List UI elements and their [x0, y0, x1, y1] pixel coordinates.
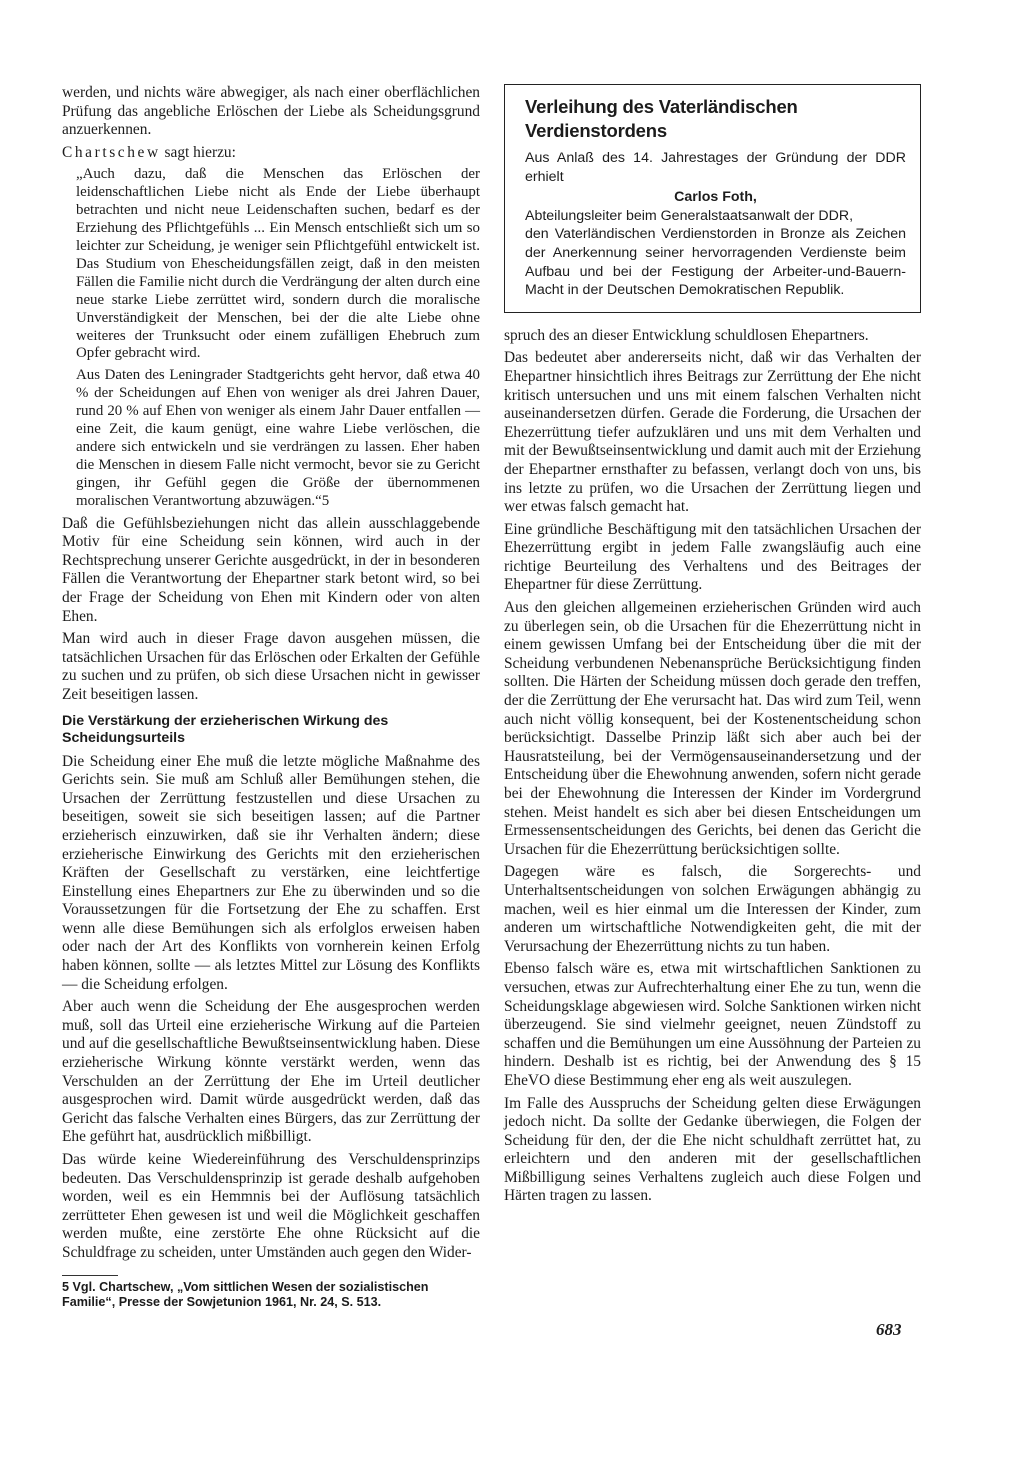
- award-recipient-position: Abteilungsleiter beim Generalstaatsanwalt der DDR,: [525, 207, 854, 224]
- page-number: 683: [876, 1320, 902, 1339]
- award-recipient-name: Carlos Foth,: [674, 189, 757, 206]
- paragraph: Ebenso falsch wäre es, etwa mit wirtschaftlichen Sanktionen zu versuchen, etwas zur Aufrechterhaltung einer Ehe zu tun, wenn die Scheidungsklage abgewiesen wird. Solche Sanktionen wirken nicht überzeugend. Sie sind vielmehr geeignet, neuen Zündstoff zu schaffen und die Bemühungen um eine Aussöhnung der Parteien zu hindern. Deshalb ist es richtig, bei der Anwendung des § 15 EheVO diese Bestimmung eher eng als weit auszulegen.: [504, 960, 921, 1089]
- paragraph: Das würde keine Wiedereinführung des Verschuldensprinzips bedeuten. Das Verschuldensprinzip ist gerade deshalb aufgehoben worden, weil es ein Hemmnis bei der Auflösung tatsächlich zerrütteter Ehen gewesen ist und weil die Möglichkeit geschaffen werden mußte, eine zerstörte Ehe ohne Rücksicht auf die Schuldfrage zu scheiden, unter Umständen auch gegen den Wider-: [62, 1151, 480, 1261]
- paragraph: werden, und nichts wäre abwegiger, als nach einer oberflächlichen Prüfung das angebliche Erlöschen der Liebe als Scheidungsgrund anzuerkennen.: [62, 84, 480, 139]
- paragraph: Dagegen wäre es falsch, die Sorgerechts- und Unterhaltsentscheidungen von solchen Erwägungen abhängig zu machen, weil es hier einmal um die Interessen der Kinder, zum anderen um wirtschaftliche Notwendigkeiten geht, die mit der Verursachung der Ehezerrüttung nichts zu tun haben.: [504, 863, 921, 955]
- paragraph: Die Scheidung einer Ehe muß die letzte mögliche Maßnahme des Gerichts sein. Sie muß am Schluß aller Bemühungen stehen, die Ursachen der Zerrüttung festzustellen und diese Ursachen zu beseitigen, soweit sie sich beseitigen lassen; auf die Partner erzieherisch einzuwirken, daß sie ihr Verhalten ändern; diese erzieherische Einwirkung des Gerichts mit den erzieherischen Kräften der Gesellschaft zu verstärken, eine leichtfertige Einstellung eines Ehepartners zur Ehe zu überwinden und so die Voraussetzungen für die Fortsetzung der Ehe zu schaffen. Erst wenn alle diese Bemühungen sich als erfolglos erweisen haben oder nach der Art des Konflikts von vornherein keinen Erfolg haben können, sollte — als letztes Mittel zur Lösung des Konflikts — die Scheidung erfolgen.: [62, 752, 480, 993]
- block-quote: „Auch dazu, daß die Menschen das Erlöschen der leidenschaftlichen Liebe nicht als Ende der Liebe überhaupt betrachten und nicht neue Leidenschaften suchen, bedarf es der Erziehung des Pflichtgefühls ... Ein Mensch entschließt sich um so leichter zur Scheidung, je weniger sein Pflichtgefühl entwickelt ist. Das Studium von Ehescheidungsfällen zeigt, daß in den meisten Fällen die Familie nicht durch die Verdrängung der alten durch eine neue starke Liebe zerrüttet wird, sondern durch die moralische Unverständigkeit der Menschen, bei der die alte Liebe ohne weiteres der Trunksucht oder einem zufälligen Ehebruch zum Opfer gebracht wird.: [76, 166, 480, 362]
- right-column: [504, 84, 921, 1210]
- paragraph: Das bedeutet aber andererseits nicht, daß wir das Verhalten der Ehepartner hinsichtlich ihres Beitrags zur Zerrüttung der Ehe nicht kritisch untersuchen und uns mit einem falschen Verhalten nicht auseinandersetzen dürfen. Gerade die Forderung, die Ursachen der Ehezerrüttung tiefer aufzuklären und uns mit dem Verhalten und mit der Bewußtseinsentwicklung und damit auch mit der Erziehung der Ehepartner ernsthafter zu befassen, verlangt doch von uns, bis ins letzte zu prüfen, wo die Ursachen der Zerrüttung liegen und wer etwas falsch gemacht hat.: [504, 349, 921, 516]
- block-quote: Aus Daten des Leningrader Stadtgerichts geht hervor, daß etwa 40 % der Scheidungen auf Ehen von weniger als drei Jahren Dauer, rund 20 % auf Ehen von weniger als einem Jahr Dauer entfallen — eine Zeit, die kaum genügt, eine wahre Liebe verlöschen, die andere sich entwickeln und sie verdrängen zu lassen. Eher haben die Menschen in diesem Falle nicht vermocht, bevor sie zu Gericht gingen, ihr Gefühl gegen die Größe der übernommenen moralischen Verantwortung abzuwägen.“5: [76, 367, 480, 509]
- paragraph: spruch des an dieser Entwicklung schuldlosen Ehepartners.: [504, 326, 869, 344]
- paragraph: Man wird auch in dieser Frage davon ausgehen müssen, die tatsächlichen Ursachen für das Erlöschen oder Erkalten der Gefühle zu suchen und zu prüfen, ob sich diese Ursachen nicht in gewisser Zeit beseitigen lassen.: [62, 630, 480, 703]
- award-description: den Vaterländischen Verdienstorden in Bronze als Zeichen der Anerkennung seiner hervorragenden Verdienste beim Aufbau und bei der Festigung der Arbeiter-und-Bauern-Macht in der Deutschen Demokratischen Republik.: [525, 226, 906, 299]
- award-notice-intro: Aus Anlaß des 14. Jahrestages der Gründung der DDR erhielt: [525, 150, 906, 185]
- paragraph: Daß die Gefühlsbeziehungen nicht das allein ausschlaggebende Motiv für eine Scheidung sein können, wird auch in der Rechtsprechung unserer Gerichte ausgedrückt, in der in besonderen Fällen die Verantwortung der Ehepartner stark betont wird, so bei der Frage der Scheidung von Ehen mit Kindern oder von alten Ehen.: [62, 514, 480, 625]
- paragraph: Aber auch wenn die Scheidung der Ehe ausgesprochen werden muß, soll das Urteil eine erzieherische Wirkung auf die Parteien und auf die gesellschaftliche Bewußtseinsentwicklung haben. Diese erzieherische Wirkung könnte verstärkt werden, wenn das Verschulden an der Zerrüttung der Ehe im Urteil deutlicher ausgesprochen wird. Damit würde ausgedrückt werden, daß das Gericht das falsche Verhalten eines Bürgers, das zur Zerrüttung der Ehe geführt hat, ausdrücklich mißbilligt.: [62, 998, 480, 1146]
- author-name: Chartschew: [62, 143, 161, 161]
- quote-intro-text: sagt hierzu:: [160, 143, 236, 161]
- footnote: 5 Vgl. Chartschew, „Vom sittlichen Wesen der sozialistischen Familie“, Presse der Sowjetunion 1961, Nr. 24, S. 513.: [62, 1279, 429, 1309]
- quote-intro: [62, 144, 480, 163]
- footnote-divider: [62, 1275, 118, 1276]
- award-notice-title: Verleihung des Vaterländischen Verdienstordens: [525, 96, 798, 141]
- award-notice-box: [504, 84, 921, 313]
- paragraph: Im Falle des Ausspruchs der Scheidung gelten diese Erwägungen jedoch nicht. Da sollte der Gedanke überwiegen, die Folgen der Scheidung für den, der die Ehe nicht schuldhaft zerrüttet hat, zu erleichtern und den anderen mit der gesellschaftlichen Mißbilligung seines Verhaltens zugleich auch diese Folgen und Härten tragen zu lassen.: [504, 1094, 921, 1205]
- left-column: [62, 84, 480, 1310]
- paragraph: Aus den gleichen allgemeinen erzieherischen Gründen wird auch zu überlegen sein, ob die Ursachen für die Ehezerrüttung nicht in einem gewissen Umfang bei der Entscheidung über die mit der Scheidung verbundenen Nebenansprüche Berücksichtigung finden sollten. Die Härten der Scheidung müssen doch gerade den treffen, der die Zerrüttung der Ehe verursacht hat. Das wird zum Teil, wenn auch nicht völlig konsequent, bei der Kostenentscheidung schon berücksichtigt. Dasselbe Prinzip läßt sich aber auch bei der Hausratsteilung, bei der Vermögensauseinandersetzung und der Entscheidung über die Ehewohnung anwenden, sofern nicht gerade bei der Ehewohnung die Interessen der Kinder im Vordergrund stehen. Meist handelt es sich aber bei diesen Entscheidungen um Ermessensentscheidungen des Gerichts, bei denen das Gericht die Ursachen für die Ehezerrüttung berücksichtigen sollte.: [504, 599, 921, 858]
- paragraph: Eine gründliche Beschäftigung mit den tatsächlichen Ursachen der Ehezerrüttung ergibt in jedem Falle zwangsläufig auch eine richtige Beurteilung des Verhaltens und des Beitrages der Ehepartner für diese Zerrüttung.: [504, 520, 921, 594]
- section-heading: Die Verstärkung der erzieherischen Wirkung des Scheidungsurteils: [62, 712, 389, 746]
